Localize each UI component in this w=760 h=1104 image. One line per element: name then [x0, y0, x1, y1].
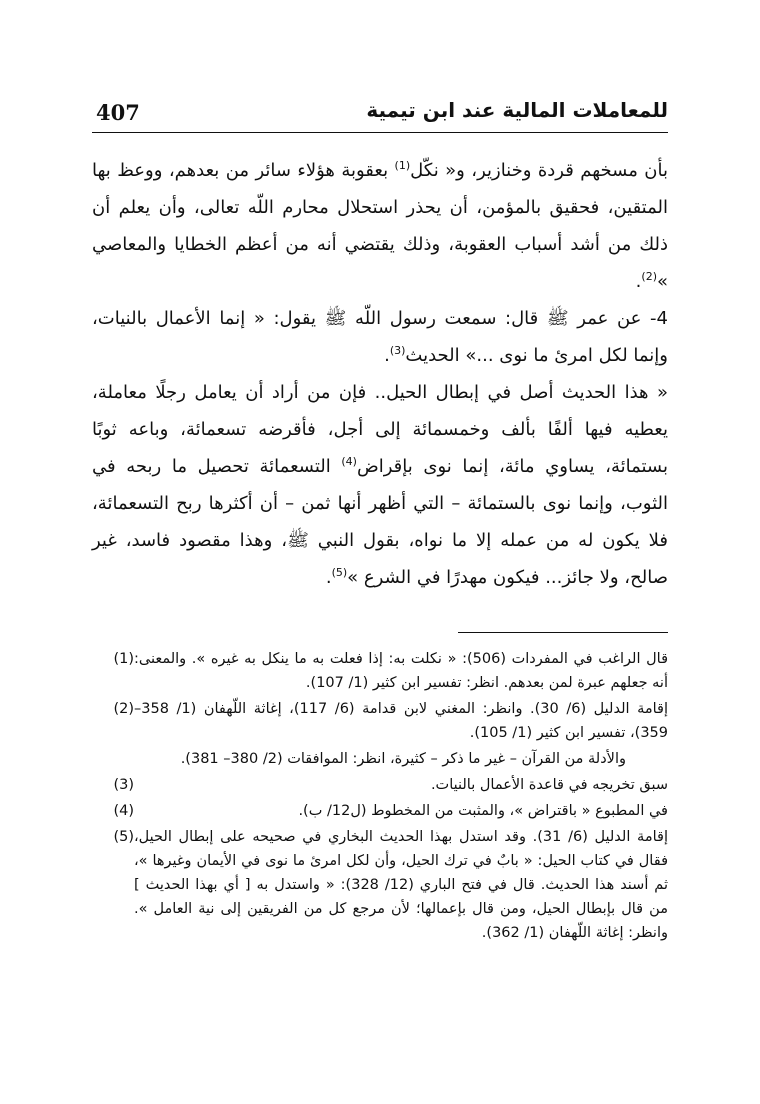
paragraph-2: [92, 300, 668, 374]
paragraph-1-end: .: [635, 271, 642, 292]
footnote-ref-1: (1): [394, 159, 411, 172]
running-title: للمعاملات المالية عند ابن تيمية: [366, 98, 668, 122]
paragraph-3-end: .: [325, 567, 332, 588]
footnote-text: قال الراغب في المفردات (506): « نكلت به: إذا فعلت به ما ينكل به غيره ». والمعنى: أنه جعلهم عبرة لمن بعدهم. انظر: تفسير ابن كثير (1/ 107).: [134, 651, 668, 691]
paragraph-1-text-a: بأن مسخهم قردة وخنازير، و« نكّل: [410, 160, 668, 181]
paragraph-1: [92, 152, 668, 300]
footnote-ref-2: (2): [641, 270, 657, 283]
footnote-1: [92, 647, 668, 695]
footnotes-section: [92, 632, 668, 947]
page-number: 407: [96, 100, 140, 125]
footnote-number: (1): [113, 651, 134, 667]
footnote-text: إقامة الدليل (6/ 30). وانظر: المغني لابن قدامة (6/ 117)، إغاثة اللّهفان (1/ 358– 359)، تفسير ابن كثير (1/ 105).: [134, 701, 669, 741]
footnote-3: [92, 773, 668, 797]
footnote-2-continuation: والأدلة من القرآن – غير ما ذكر – كثيرة، انظر: الموافقات (2/ 380– 381).: [180, 751, 626, 767]
paragraph-2-end: .: [384, 345, 390, 366]
footnote-ref-3: (3): [389, 344, 406, 357]
footnote-5: [92, 825, 668, 945]
paragraph-3-text-b: التسعمائة تحصيل ما ربحه في الثوب، وإنما نوى بالستمائة – التي أظهر أنها ثمن – أن أكثرها ربح التسعمائة، فلا يكون له من عمله إلا ما نواه، بقول النبي ﷺ، وهذا مقصود فاسد، غير صالح، ولا جائز... فيكون مهدرًا في الشرع »: [92, 456, 668, 588]
paragraph-2-text: 4- عن عمر ﷺ قال: سمعت رسول اللّه ﷺ يقول: « إنما الأعمال بالنيات، وإنما لكل امرئ ما نوى ...» الحديث: [92, 308, 668, 366]
footnote-text: في المطبوع « باقتراض »، والمثبت من المخطوط (ل12/ ب).: [298, 803, 668, 819]
footnote-number: (2): [113, 701, 134, 717]
footnote-ref-4: (4): [341, 455, 357, 468]
paragraph-3-text-a: « هذا الحديث أصل في إبطال الحيل.. فإن من أراد أن يعامل رجلًا معاملة، يعطيه فيها ألفًا بألف وخمسمائة إلى أجل، فأقرضه تسعمائة، وباعه ثوبًا بستمائة، يساوي مائة، إنما نوى بإقراض: [92, 382, 668, 477]
footnote-number: (5): [113, 829, 134, 845]
footnote-separator: [458, 632, 668, 633]
footnote-text: سبق تخريجه في قاعدة الأعمال بالنيات.: [430, 777, 668, 793]
footnote-number: (3): [113, 777, 134, 793]
footnote-number: (4): [113, 803, 134, 819]
footnote-ref-5: (5): [331, 566, 348, 579]
main-text: [92, 152, 668, 596]
paragraph-3: [92, 374, 668, 596]
page-header: [92, 98, 668, 133]
paragraph-1-text-b: بعقوبة هؤلاء سائر من بعدهم، ووعظ بها المتقين، فحقيق بالمؤمن، أن يحذر استحلال محارم اللّه تعالى، وأن يعلم أن ذلك من أشد أسباب العقوبة، وذلك يقتضي أنه من أعظم الخطايا والمعاصي »: [92, 160, 668, 292]
footnote-4: [92, 799, 668, 823]
footnote-2: [92, 697, 668, 745]
footnote-text: إقامة الدليل (6/ 31). وقد استدل بهذا الحديث البخاري في صحيحه على إبطال الحيل، فقال في كتاب الحيل: « بابٌ في ترك الحيل، وأن لكل امرئ ما نوى في الأيمان وغيرها »، ثم أسند هذا الحديث. قال في فتح الباري (12/ 328): « واستدل به [ أي بهذا الحديث ] من قال بإبطال الحيل، ومن قال بإعمالها؛ لأن مرجع كل من الفريقين إلى نية العامل ». وانظر: إغاثة اللّهفان (1/ 362).: [134, 829, 668, 941]
